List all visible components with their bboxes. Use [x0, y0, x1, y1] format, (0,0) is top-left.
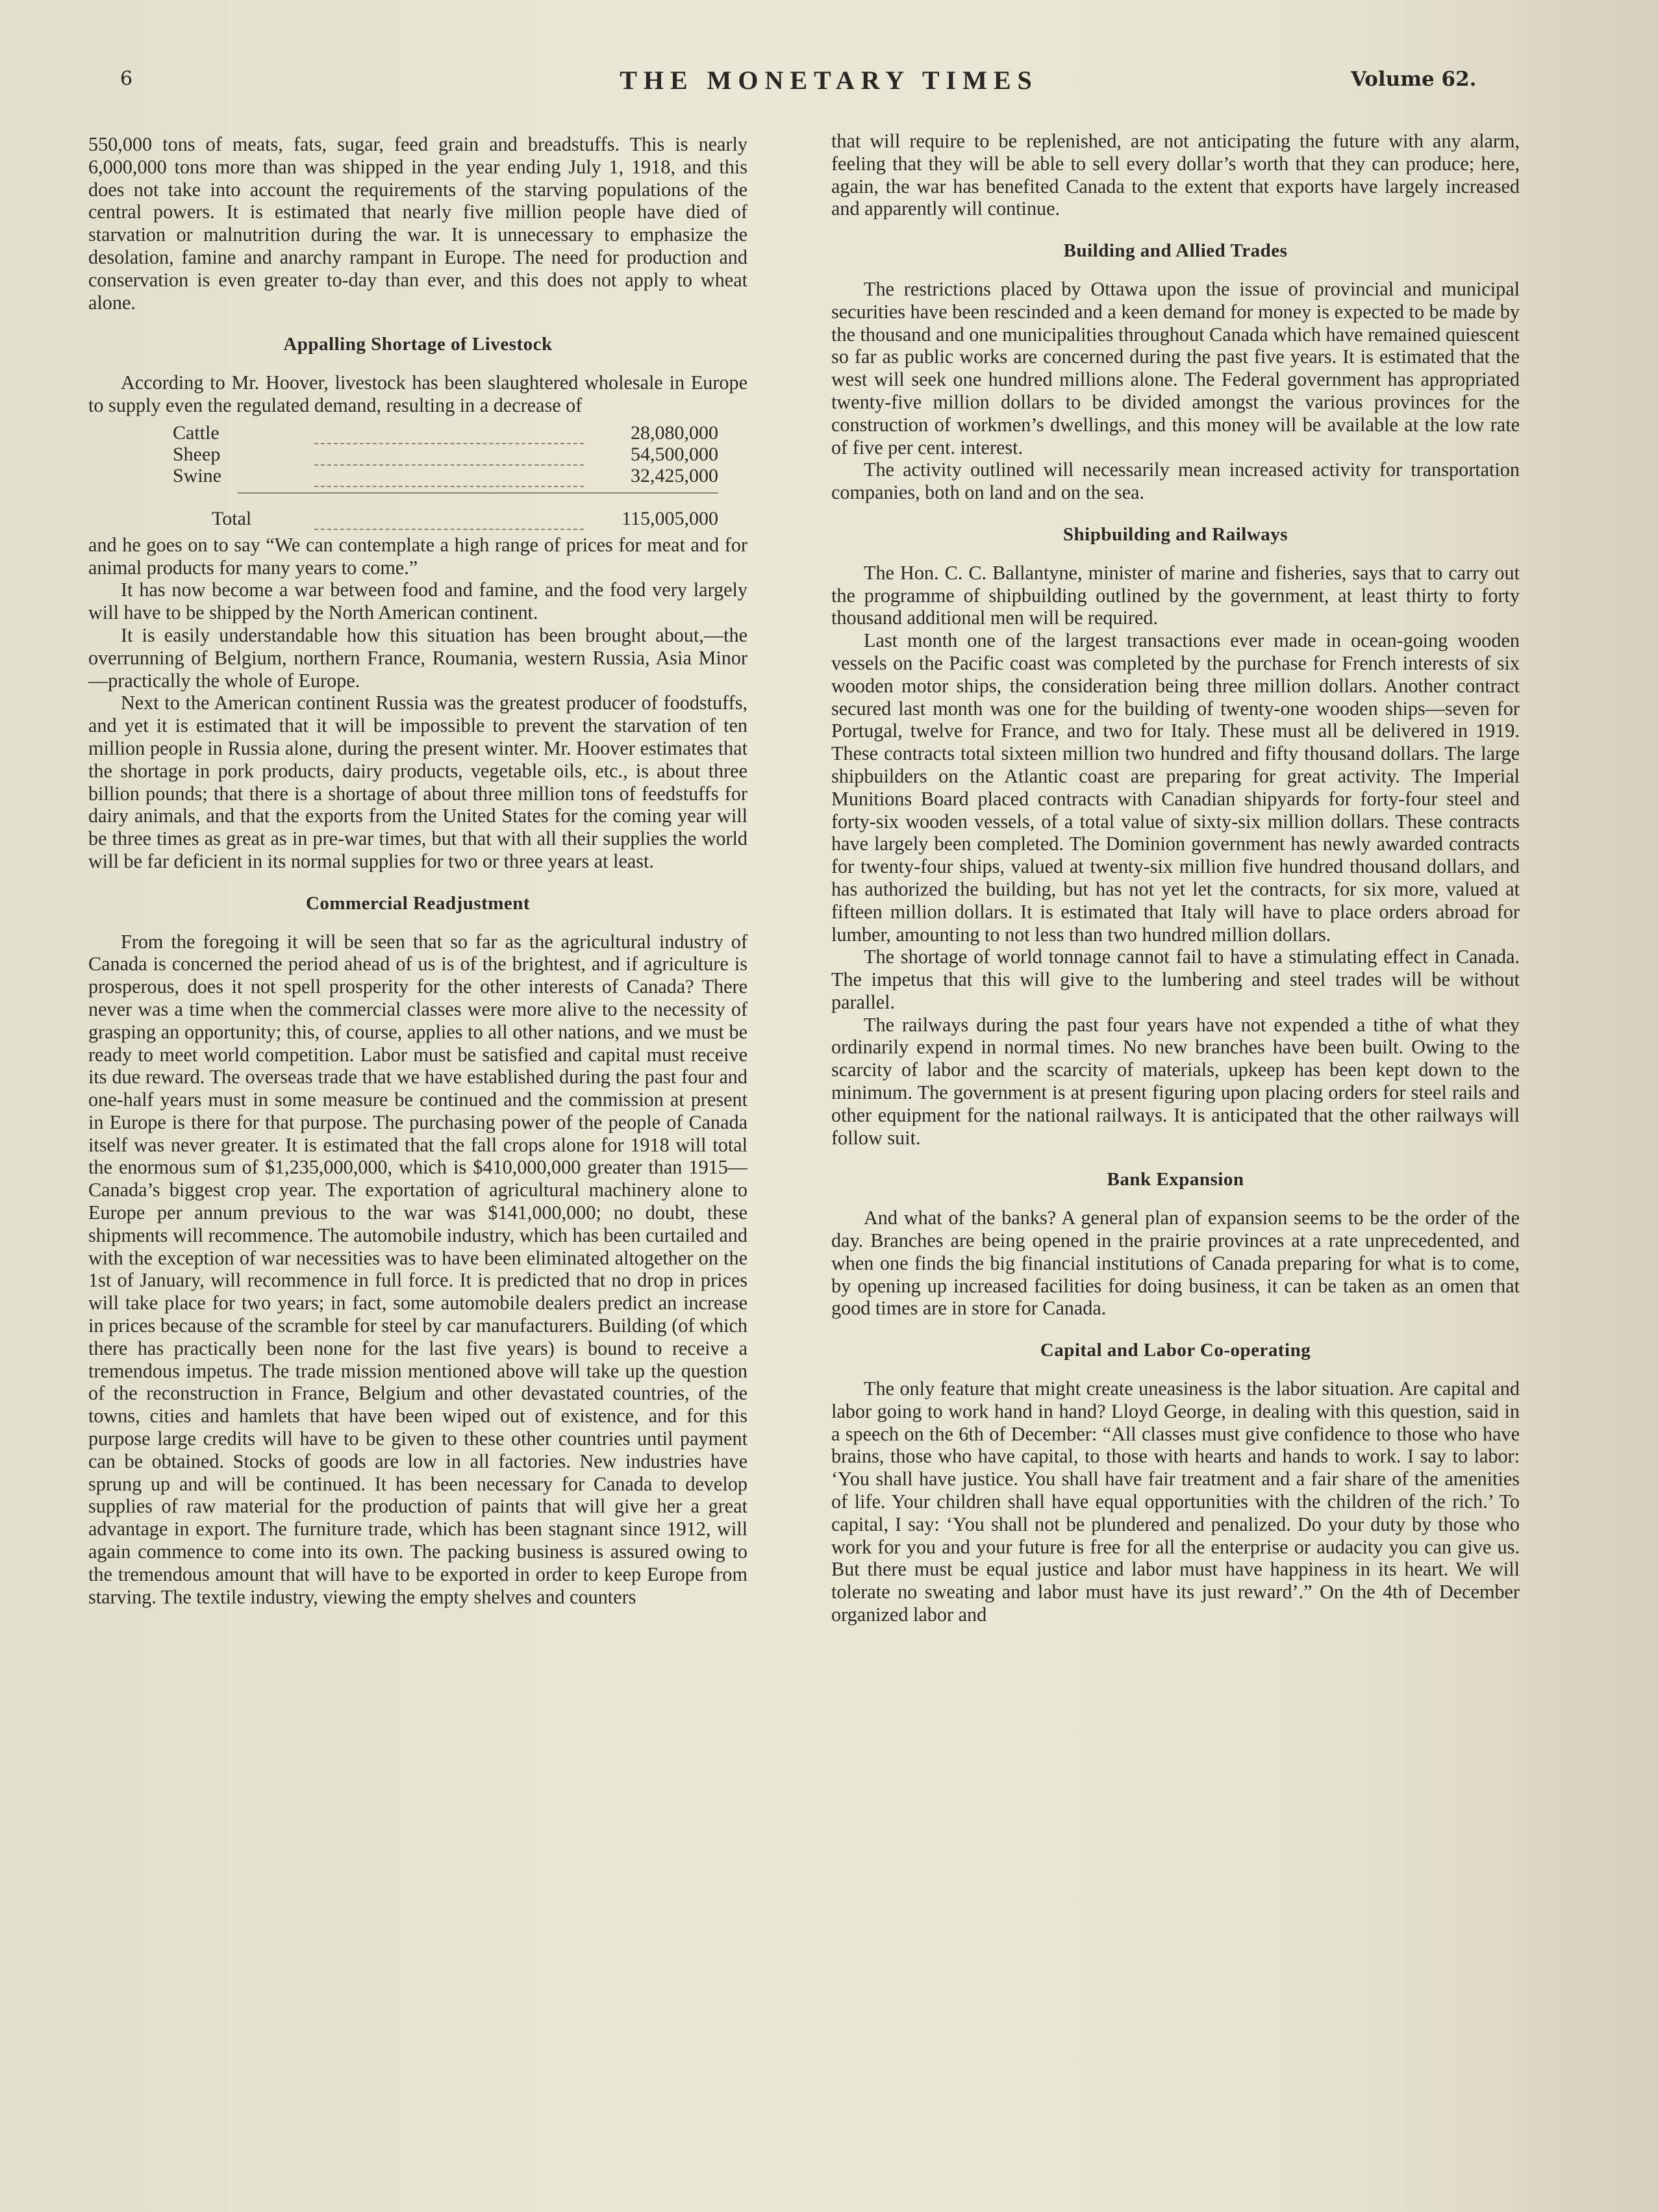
row-label: Cattle — [173, 421, 220, 444]
leader-dots — [314, 422, 584, 444]
paragraph: It is easily understandable how this situation has been brought about,—the overrunning of Belgium, northern France, Roumania, western Russia, Asia Minor—practically the whole of Europe. — [88, 623, 747, 692]
paragraph: The railways during the past four years have not expended a tithe of what they ordinarily expend in normal times. No new branches have been built. Owing to the scarcity of labor and the scarcity of materials, upkeep has been kept down to the minimum. The government is at present figuring upon placing orders for steel rails and other equipment for the national railways. It is anticipated that the other railways will follow suit. — [831, 1013, 1520, 1149]
livestock-table — [173, 422, 718, 530]
leader-dots — [314, 494, 584, 529]
page-number: 6 — [120, 68, 133, 90]
paragraph: The only feature that might create uneasiness is the labor situation. Are capital and labor going to work hand in hand? Lloyd George, in dealing with this question, said in a speech on the 6th of December: “All classes must give confidence to those who have brains, those who have capital, to those with hearts and hands to work. I say to labor: ‘You shall have justice. You shall have fair treatment and a fair share of the amenities of life. Your children shall have equal opportunities with the children of the rich.’ To capital, I say: ‘You shall not be plundered and penalized. Do your duty by those who work for you and your future is free for all the enterprise or audacity you can give us. But there must be equal justice and labor must have happiness in its heart. We will tolerate no sweating and labor must have its just reward’.” On the 4th of December organized labor and — [831, 1377, 1520, 1626]
publication-title: THE MONETARY TIMES — [620, 66, 1038, 95]
paragraph: It has now become a war between food and famine, and the food very largely will have to be shipped by the North American continent. — [88, 579, 747, 624]
table-row — [173, 422, 718, 444]
page-header — [0, 68, 1658, 100]
table-row — [173, 465, 718, 486]
row-label: Swine — [173, 464, 221, 486]
paragraph: Last month one of the largest transactions ever made in ocean-going wooden vessels on the Pacific coast was completed by the purchase for French interests of six wooden motor ships, the consideration being three million dollars. Another contract secured last month was one for the building of twenty-one wooden ships—seven for Portugal, twelve for France, and two for Italy. These must all be delivered in 1919. These contracts total sixteen million two hundred and fifty thousand dollars. The large shipbuilders on the Atlantic coast are preparing for great activity. The Imperial Munitions Board placed contracts with Canadian shipyards for forty-four steel and forty-six wooden vessels, of a total value of sixty-six million dollars. These contracts have largely been completed. The Dominion government has newly awarded contracts for twenty-four ships, valued at twenty-six million five hundred thousand dollars, and has authorized the building, but has not yet let the contracts, for six more, valued at fifteen million dollars. It is estimated that Italy will have to place orders abroad for lumber, amounting to not less than two hundred million dollars. — [831, 629, 1520, 946]
total-value: 115,005,000 — [622, 507, 718, 529]
paragraph: and he goes on to say “We can contemplate a high range of prices for meat and for animal products for many years to come.” — [88, 533, 747, 579]
row-value: 28,080,000 — [631, 421, 718, 444]
section-heading: Bank Expansion — [1107, 1169, 1244, 1190]
row-value: 54,500,000 — [631, 443, 718, 465]
row-label: Sheep — [173, 443, 221, 465]
leader-dots — [314, 465, 584, 486]
right-column — [831, 130, 1520, 1626]
section-heading: Building and Allied Trades — [1063, 240, 1288, 262]
paragraph: According to Mr. Hoover, livestock has been slaughtered wholesale in Europe to supply even the regulated demand, resulting in a decrease of — [88, 371, 747, 416]
paragraph: 550,000 tons of meats, fats, sugar, feed grain and breadstuffs. This is nearly 6,000,000 tons more than was shipped in the year ending July 1, 1918, and this does not take into account the requirements of the starving populations of the central powers. It is estimated that nearly five million people have died of starvation or malnutrition during the war. It is unnecessary to emphasize the desolation, famine and anarchy rampant in Europe. The need for production and conservation is even greater to-day than ever, and this does not apply to wheat alone. — [88, 133, 747, 314]
paragraph: The shortage of world tonnage cannot fail to have a stimulating effect in Canada. The impetus that this will give to the lumbering and steel trades will be without parallel. — [831, 946, 1520, 1013]
table-row — [173, 444, 718, 465]
paragraph: From the foregoing it will be seen that so far as the agricultural industry of Canada is concerned the period ahead of us is of the brightest, and if agriculture is prosperous, does it not spell prosperity for the other interests of Canada? There never was a time when the commercial classes were more alive to the necessity of grasping an opportunity; this, of course, applies to all other nations, and we must be ready to meet world competition. Labor must be satisfied and capital must receive its due reward. The overseas trade that we have established during the past four and one-half years must in some measure be continued and the commission at present in Europe is there for that purpose. The purchasing power of the people of Canada itself was never greater. It is estimated that the fall crops alone for 1918 will total the enormous sum of $1,235,000,000, which is $410,000,000 greater than 1915—Canada’s biggest crop year. The exportation of agricultural machinery alone to Europe per annum previous to the war was $141,000,000; no doubt, these shipments will recommence. The automobile industry, which has been curtailed and with the exception of war necessities was to have been eliminated altogether on the 1st of January, will recommence in full force. It is predicted that no drop in prices will take place for two years; in fact, some automobile dealers predict an increase in prices because of the scramble for steel by car manufacturers. Building (of which there has practically been none for the last five years) is bound to receive a tremendous impetus. The trade mission mentioned above will take up the question of the reconstruction in France, Belgium and other devastated countries, of the towns, cities and hamlets that have been wiped out of existence, and for this purpose large credits will have to be given to these other countries until payment can be obtained. Stocks of goods are low in all factories. New industries have sprung up and will be continued. It has been necessary for Canada to develop supplies of raw material for the production of paints that will give her a great advantage in export. The furniture trade, which has been stagnant since 1912, will again commence to come into its own. The packing business is assured owing to the tremendous amount that will have to be exported in order to keep Europe from starving. The textile industry, viewing the empty shelves and counters — [88, 930, 747, 1608]
paragraph: The restrictions placed by Ottawa upon the issue of provincial and municipal securities have been rescinded and a keen demand for money is expected to be made by the thousand and one municipalities throughout Canada which have remained quiescent so far as public works are concerned during the past five years. It is estimated that the west will seek one hundred millions alone. The Federal government has appropriated twenty-five million dollars to be divided amongst the various provinces for the construction of workmen’s dwellings, and this money will be available at the low rate of five per cent. interest. — [831, 277, 1520, 459]
left-column — [88, 133, 747, 1608]
volume-label: Volume 62. — [1351, 68, 1477, 91]
row-value: 32,425,000 — [631, 464, 718, 486]
paragraph: that will require to be replenished, are not anticipating the future with any alarm, feeling that they will be able to sell every dollar’s worth that they can produce; here, again, the war has benefited Canada to the extent that exports have largely increased and apparently will continue. — [831, 130, 1520, 220]
table-total-row — [173, 494, 718, 529]
paragraph: And what of the banks? A general plan of expansion seems to be the order of the day. Branches are being opened in the prairie provinces at a rate unprecedented, and when one finds the big financial institutions of Canada preparing for what is to come, by opening up increased facilities for doing business, it can be taken as an omen that good times are in store for Canada. — [831, 1207, 1520, 1320]
paragraph: The Hon. C. C. Ballantyne, minister of marine and fisheries, says that to carry out the programme of shipbuilding outlined by the government, at least thirty to forty thousand additional men will be required. — [831, 561, 1520, 629]
paragraph: Next to the American continent Russia was the greatest producer of foodstuffs, and yet it is estimated that it will be impossible to prevent the starvation of ten million people in Russia alone, during the present winter. Mr. Hoover estimates that the shortage in pork products, dairy products, vegetable oils, etc., is about three billion pounds; that there is a shortage of about three million tons of feedstuffs for dairy animals, and that the exports from the United States for the coming year will be three times as great as in pre-war times, but that with all their supplies the world will be far deficient in its normal supplies for two or three years at least. — [88, 692, 747, 872]
total-label: Total — [212, 507, 252, 529]
section-heading: Commercial Readjustment — [305, 892, 531, 914]
paragraph: The activity outlined will necessarily mean increased activity for transportation companies, both on land and on the sea. — [831, 459, 1520, 504]
section-heading: Appalling Shortage of Livestock — [283, 334, 553, 355]
section-heading: Capital and Labor Co-operating — [1040, 1340, 1311, 1361]
section-heading: Shipbuilding and Railways — [1062, 523, 1288, 545]
leader-dots — [314, 444, 584, 465]
